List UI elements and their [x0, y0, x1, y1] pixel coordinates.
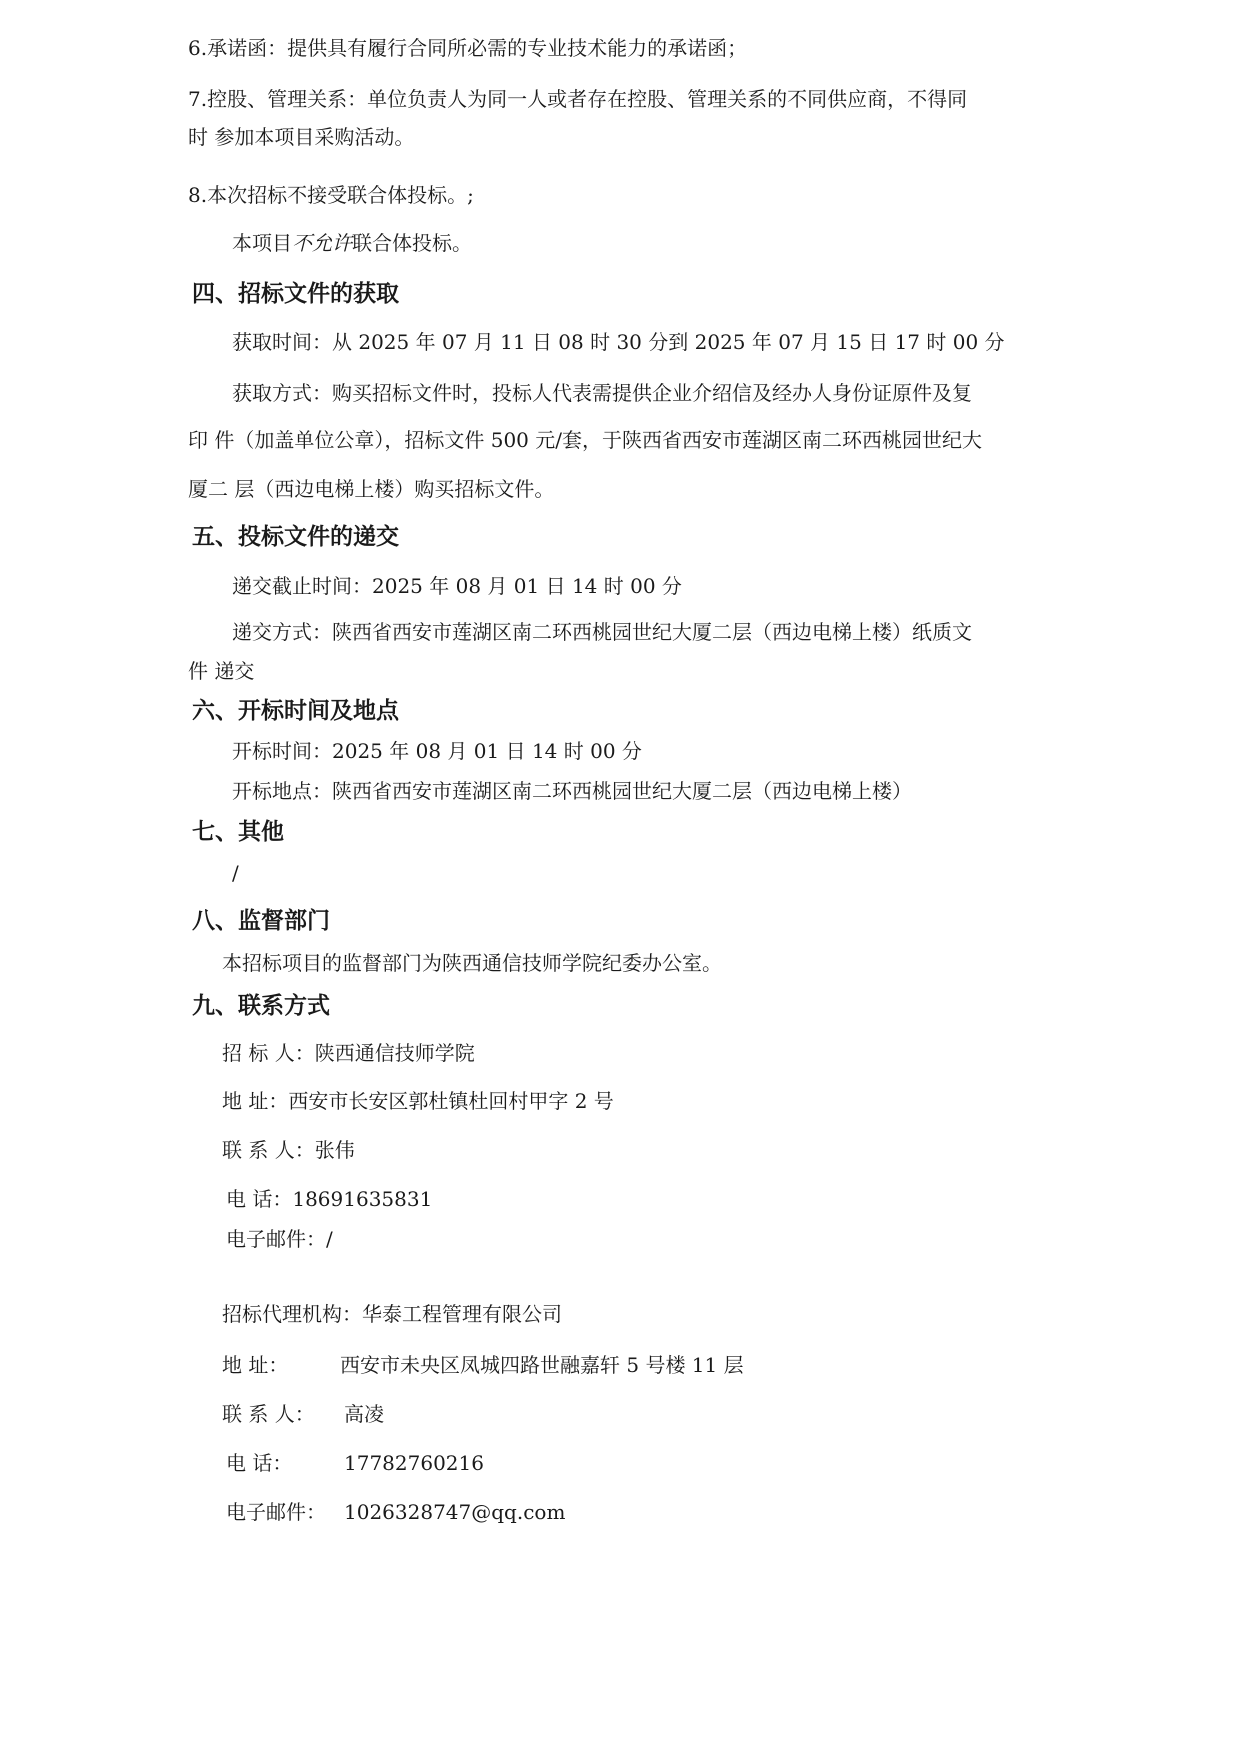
tenderer-address: 地 址：西安市长安区郭杜镇杜回村甲字 2 号	[222, 1089, 614, 1113]
supervision-content: 本招标项目的监督部门为陕西通信技师学院纪委办公室。	[222, 951, 722, 975]
section-4-heading: 四、招标文件的获取	[192, 281, 399, 307]
consortium-statement	[232, 230, 472, 256]
agent-email-label: 电子邮件：	[226, 1500, 326, 1524]
agent-address: 西安市未央区凤城四路世融嘉轩 5 号楼 11 层	[340, 1353, 744, 1377]
agent-email: 1026328747@qq.com	[344, 1500, 566, 1524]
section-9-heading: 九、联系方式	[192, 993, 330, 1019]
section-7-heading: 七、其他	[192, 819, 284, 845]
submission-method-line-2: 件 递交	[188, 659, 255, 683]
tenderer-email: 电子邮件：/	[226, 1227, 333, 1251]
consortium-emphasis: 不允许	[292, 231, 352, 255]
submission-method-line-1: 递交方式：陕西省西安市莲湖区南二环西桃园世纪大厦二层（西边电梯上楼）纸质文	[232, 620, 972, 644]
item-8-consortium: 8.本次招标不接受联合体投标。;	[188, 183, 474, 207]
item-7-line-2: 时 参加本项目采购活动。	[188, 125, 415, 149]
section-6-heading: 六、开标时间及地点	[192, 698, 399, 724]
document-acquisition-time: 获取时间：从 2025 年 07 月 11 日 08 时 30 分到 2025 年 07 月 15 日 17 时 00 分	[232, 330, 1005, 354]
opening-time: 开标时间：2025 年 08 月 01 日 14 时 00 分	[232, 739, 642, 763]
section-5-heading: 五、投标文件的递交	[192, 524, 399, 550]
item-6-commitment: 6.承诺函：提供具有履行合同所必需的专业技术能力的承诺函；	[188, 36, 748, 60]
acquisition-method-line-2: 印 件（加盖单位公章），招标文件 500 元/套，于陕西省西安市莲湖区南二环西桃园世纪大	[188, 428, 982, 452]
acquisition-method-line-3: 厦二 层（西边电梯上楼）购买招标文件。	[188, 477, 555, 501]
other-content: /	[232, 861, 239, 885]
agent-phone: 17782760216	[344, 1451, 484, 1475]
agent-contact: 高凌	[344, 1402, 384, 1426]
opening-place: 开标地点：陕西省西安市莲湖区南二环西桃园世纪大厦二层（西边电梯上楼）	[232, 779, 912, 803]
agent-contact-label: 联 系 人：	[222, 1402, 315, 1426]
agent-name: 招标代理机构：华泰工程管理有限公司	[222, 1302, 562, 1326]
consortium-suffix: 联合体投标。	[352, 231, 472, 255]
submission-deadline: 递交截止时间：2025 年 08 月 01 日 14 时 00 分	[232, 574, 682, 598]
section-8-heading: 八、监督部门	[192, 908, 330, 934]
agent-phone-label: 电 话：	[226, 1451, 293, 1475]
agent-address-label: 地 址：	[222, 1353, 289, 1377]
acquisition-method-line-1: 获取方式：购买招标文件时，投标人代表需提供企业介绍信及经办人身份证原件及复	[232, 381, 972, 405]
tenderer-contact: 联 系 人：张伟	[222, 1138, 355, 1162]
tenderer-phone: 电 话：18691635831	[226, 1187, 433, 1211]
tenderer-name: 招 标 人：陕西通信技师学院	[222, 1041, 475, 1065]
item-7-line-1: 7.控股、管理关系：单位负责人为同一人或者存在控股、管理关系的不同供应商，不得同	[188, 87, 968, 111]
consortium-prefix: 本项目	[232, 231, 292, 255]
